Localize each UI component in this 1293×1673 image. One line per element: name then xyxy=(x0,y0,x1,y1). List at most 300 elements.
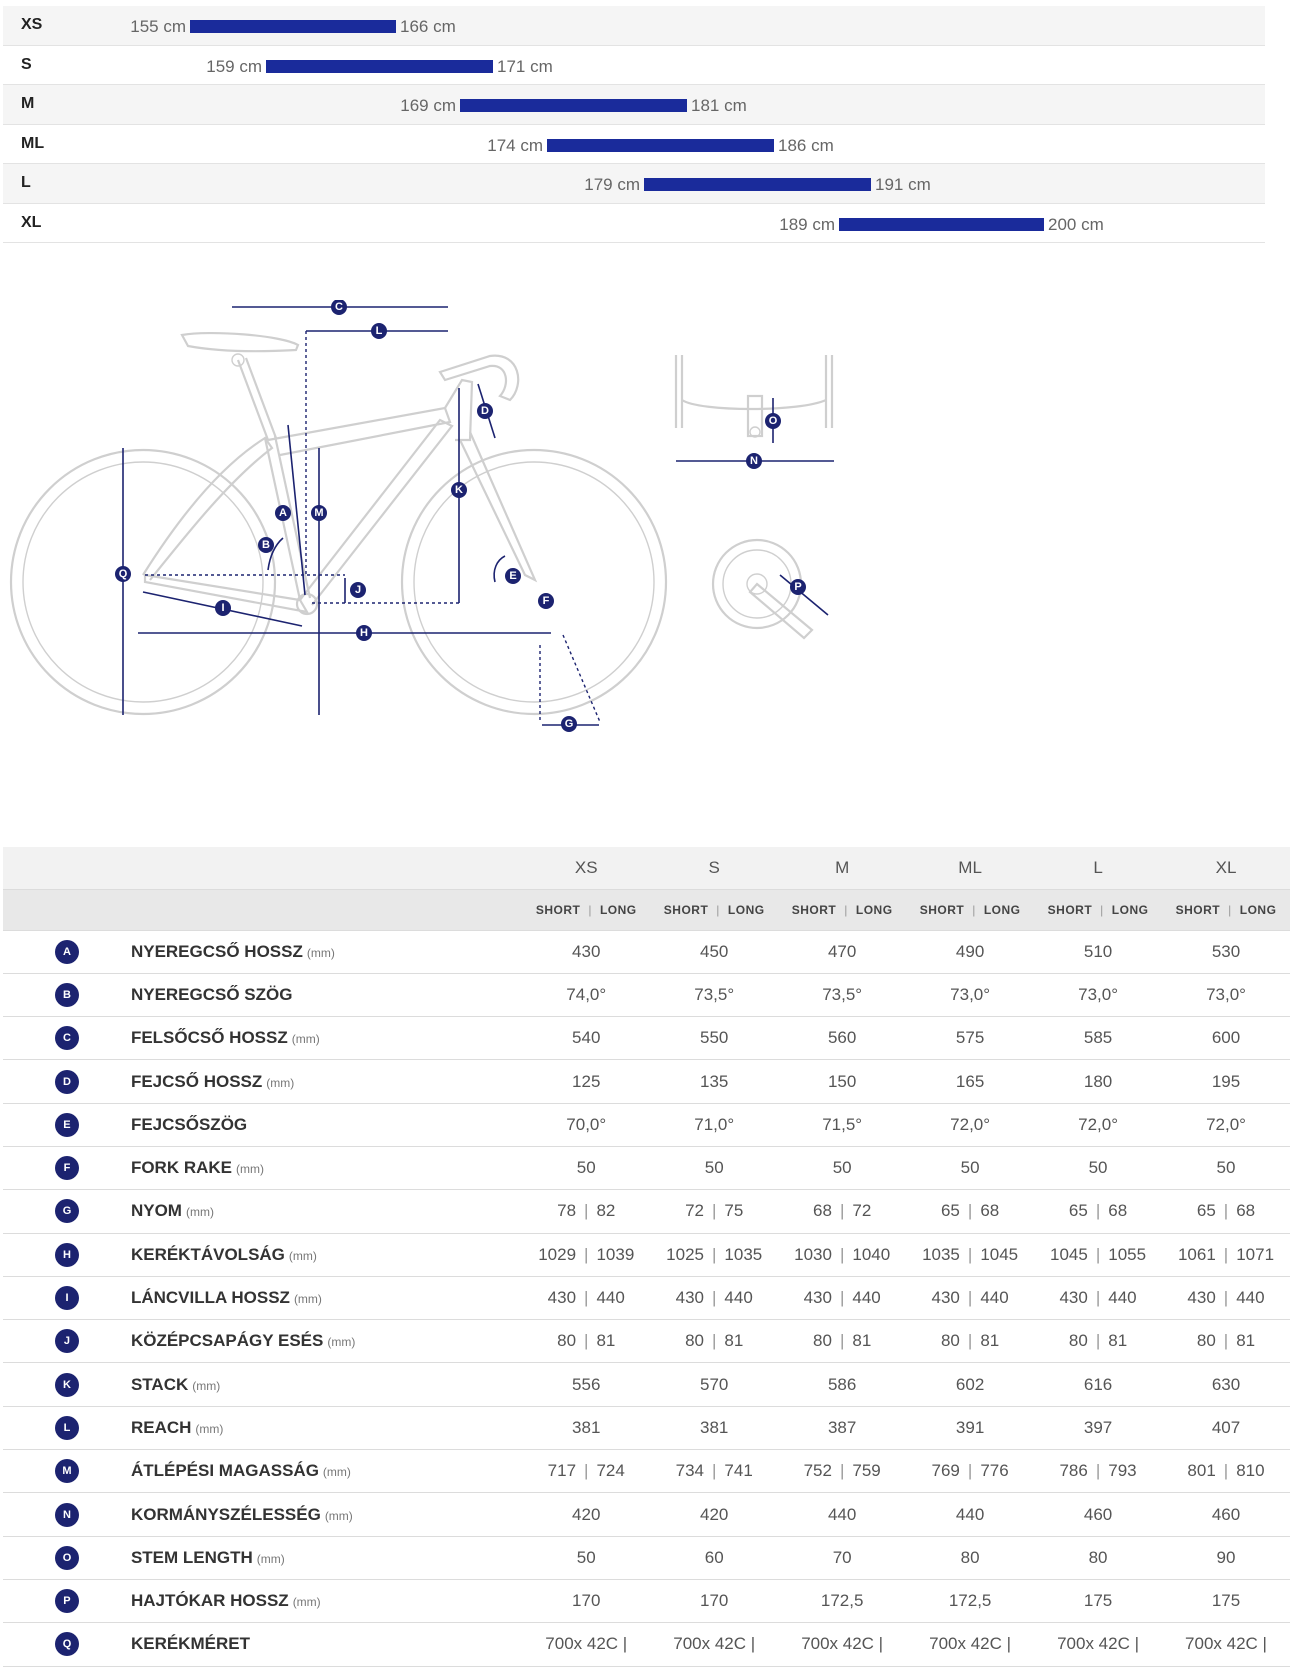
measurement-value: 172,5 xyxy=(778,1579,906,1622)
geometry-row xyxy=(3,1406,1290,1449)
measurement-key-badge: B xyxy=(55,983,79,1007)
height-max: 171 cm xyxy=(497,56,553,76)
long-value: 81 xyxy=(596,1331,616,1351)
measurement-unit: (mm) xyxy=(236,1162,264,1177)
geometry-row xyxy=(3,1623,1290,1666)
long-value: 75 xyxy=(724,1201,744,1221)
measurement-value: 165 xyxy=(906,1060,1034,1103)
measurement-key-badge: D xyxy=(55,1070,79,1094)
short-label: SHORT xyxy=(919,902,965,917)
measurement-value: 700x 42C | xyxy=(778,1623,906,1666)
short-value: 734 xyxy=(675,1461,704,1481)
short-long-header: SHORT | LONG xyxy=(778,889,906,930)
height-max: 191 cm xyxy=(875,175,931,194)
short-value: 80 xyxy=(813,1331,832,1351)
short-long-header: SHORT | LONG xyxy=(1034,889,1162,930)
long-value: 810 xyxy=(1236,1461,1265,1481)
dimension-lines xyxy=(123,307,600,725)
svg-text:L: L xyxy=(375,325,383,337)
measurement-value: 68 | 72 xyxy=(778,1190,906,1233)
height-min: 155 cm xyxy=(130,17,186,36)
measurement-key-badge: M xyxy=(55,1459,79,1483)
height-max: 166 cm xyxy=(400,17,456,36)
long-value: 81 xyxy=(980,1331,1000,1351)
measurement-value: 65 | 68 xyxy=(1162,1190,1290,1233)
measurement-unit: (mm) xyxy=(322,1465,351,1480)
svg-text:F: F xyxy=(542,595,550,607)
long-value: 81 xyxy=(1236,1331,1256,1351)
measurement-value: 391 xyxy=(906,1406,1034,1449)
measurement-value: 71,5° xyxy=(778,1103,906,1146)
short-value: 752 xyxy=(803,1461,832,1481)
long-label: LONG xyxy=(983,902,1021,917)
long-value: 776 xyxy=(980,1461,1009,1481)
geometry-row xyxy=(3,1363,1290,1406)
measurement-value: 172,5 xyxy=(906,1579,1034,1622)
measurement-name: HAJTÓKAR HOSSZ xyxy=(130,1591,289,1611)
measurement-value: 60 xyxy=(650,1536,778,1579)
measurement-key-badge: P xyxy=(55,1589,79,1613)
long-value: 759 xyxy=(852,1461,881,1481)
size-label: ML xyxy=(21,134,45,152)
short-value: 430 xyxy=(1059,1288,1088,1308)
measurement-name: STEM LENGTH xyxy=(130,1547,253,1567)
long-value: 440 xyxy=(980,1288,1009,1308)
measurement-key-badge: I xyxy=(55,1286,79,1310)
measurement-value: 700x 42C | xyxy=(1034,1623,1162,1666)
height-min: 189 cm xyxy=(779,214,835,234)
long-value: 1035 xyxy=(724,1244,763,1264)
long-value: 1055 xyxy=(1108,1244,1147,1264)
long-value: 724 xyxy=(596,1461,625,1481)
long-label: LONG xyxy=(727,902,765,917)
measurement-value: 65 | 68 xyxy=(1034,1190,1162,1233)
marker-l xyxy=(371,323,387,339)
measurement-value: 50 xyxy=(778,1146,906,1189)
measurement-value: 530 xyxy=(1162,930,1290,973)
measurement-unit: (mm) xyxy=(185,1205,214,1220)
measurement-key-badge: E xyxy=(55,1113,79,1137)
geometry-row xyxy=(3,1536,1290,1579)
measurement-value: 616 xyxy=(1034,1363,1162,1406)
size-label: L xyxy=(21,174,31,191)
marker-q xyxy=(115,566,131,582)
measurement-value: 50 xyxy=(906,1146,1034,1189)
height-range-bar xyxy=(190,20,396,33)
measurement-name: FELSŐCSŐ HOSSZ xyxy=(130,1028,288,1048)
short-value: 1025 xyxy=(666,1244,704,1264)
measurement-value: 430 | 440 xyxy=(778,1276,906,1319)
measurement-value: 575 xyxy=(906,1017,1034,1060)
measurement-value: 72,0° xyxy=(1162,1103,1290,1146)
measurement-value: 73,0° xyxy=(1034,973,1162,1016)
short-value: 786 xyxy=(1059,1461,1088,1481)
measurement-value: 556 xyxy=(522,1363,650,1406)
long-value: 82 xyxy=(596,1201,616,1221)
measurement-value: 1045 | 1055 xyxy=(1034,1233,1162,1276)
geometry-table xyxy=(3,847,1290,1667)
height-min: 174 cm xyxy=(487,135,543,155)
short-value: 801 xyxy=(1187,1461,1216,1481)
svg-text:N: N xyxy=(750,455,758,467)
size-header: XL xyxy=(1162,847,1290,889)
measurement-value: 460 xyxy=(1162,1493,1290,1536)
size-header: S xyxy=(650,847,778,889)
long-value: 793 xyxy=(1108,1461,1137,1481)
size-row-l xyxy=(3,164,1265,204)
height-max: 200 cm xyxy=(1048,214,1104,234)
marker-m xyxy=(311,505,327,521)
measurement-value: 381 xyxy=(650,1406,778,1449)
short-value: 80 xyxy=(1068,1331,1088,1351)
long-value: 440 xyxy=(852,1288,881,1308)
svg-text:A: A xyxy=(279,507,287,519)
short-value: 717 xyxy=(547,1461,577,1481)
marker-g xyxy=(561,716,577,732)
measurement-value: 700x 42C | xyxy=(1162,1623,1290,1666)
measurement-name: KORMÁNYSZÉLESSÉG xyxy=(130,1504,321,1524)
measurement-value: 125 xyxy=(522,1060,650,1103)
svg-text:J: J xyxy=(354,584,362,596)
measurement-unit: (mm) xyxy=(192,1378,221,1393)
measurement-value: 420 xyxy=(522,1493,650,1536)
geometry-row xyxy=(3,1060,1290,1103)
size-label: M xyxy=(21,95,35,112)
size-label: XS xyxy=(21,16,43,33)
marker-h xyxy=(356,625,372,641)
height-max: 181 cm xyxy=(691,96,747,115)
short-value: 1061 xyxy=(1177,1244,1216,1264)
measurement-key-badge: K xyxy=(55,1373,79,1397)
long-value: 81 xyxy=(852,1331,872,1351)
geometry-row xyxy=(3,930,1290,973)
short-value: 769 xyxy=(931,1461,960,1481)
short-long-header: SHORT | LONG xyxy=(906,889,1034,930)
front-wheel xyxy=(402,450,666,714)
measurement-value: 387 xyxy=(778,1406,906,1449)
measurement-value: 786 | 793 xyxy=(1034,1450,1162,1493)
measurement-value: 90 xyxy=(1162,1536,1290,1579)
measurement-value: 407 xyxy=(1162,1406,1290,1449)
long-value: 1071 xyxy=(1236,1244,1275,1264)
measurement-value: 50 xyxy=(650,1146,778,1189)
marker-k xyxy=(451,482,467,498)
geometry-row xyxy=(3,1017,1290,1060)
long-value: 81 xyxy=(1108,1331,1128,1351)
measurement-name: FORK RAKE xyxy=(130,1158,233,1178)
measurement-value: 510 xyxy=(1034,930,1162,973)
measurement-unit: (mm) xyxy=(266,1075,295,1090)
measurement-value: 700x 42C | xyxy=(650,1623,778,1666)
measurement-key-badge: N xyxy=(55,1503,79,1527)
measurement-value: 734 | 741 xyxy=(650,1450,778,1493)
size-label: XL xyxy=(21,213,42,231)
measurement-key-badge: F xyxy=(55,1156,79,1180)
measurement-value: 769 | 776 xyxy=(906,1450,1034,1493)
measurement-value: 80 | 81 xyxy=(522,1320,650,1363)
long-label: LONG xyxy=(1111,902,1149,917)
long-label: LONG xyxy=(599,902,637,917)
long-value: 1045 xyxy=(980,1244,1019,1264)
measurement-value: 72,0° xyxy=(906,1103,1034,1146)
measurement-value: 72,0° xyxy=(1034,1103,1162,1146)
svg-text:Q: Q xyxy=(118,568,128,580)
svg-text:I: I xyxy=(221,602,225,614)
bike-frame xyxy=(143,333,535,614)
marker-a xyxy=(275,505,291,521)
height-min: 179 cm xyxy=(584,175,640,194)
measurement-name: KÖZÉPCSAPÁGY ESÉS xyxy=(130,1331,324,1351)
short-value: 68 xyxy=(813,1201,832,1221)
measurement-value: 73,0° xyxy=(906,973,1034,1016)
measurement-name: KERÉKTÁVOLSÁG xyxy=(130,1244,285,1264)
measurement-value: 430 | 440 xyxy=(1162,1276,1290,1319)
measurement-unit: (mm) xyxy=(324,1508,353,1523)
measurement-value: 50 xyxy=(1162,1146,1290,1189)
measurement-value: 630 xyxy=(1162,1363,1290,1406)
short-long-header: SHORT | LONG xyxy=(522,889,650,930)
short-value: 430 xyxy=(675,1288,704,1308)
marker-c xyxy=(331,300,347,315)
geometry-row xyxy=(3,1450,1290,1493)
measurement-value: 180 xyxy=(1034,1060,1162,1103)
measurement-unit: (mm) xyxy=(256,1551,285,1566)
measurement-value: 70,0° xyxy=(522,1103,650,1146)
measurement-value: 175 xyxy=(1162,1579,1290,1622)
long-value: 741 xyxy=(724,1461,753,1481)
measurement-value: 73,0° xyxy=(1162,973,1290,1016)
measurement-value: 1025 | 1035 xyxy=(650,1233,778,1276)
short-value: 65 xyxy=(1196,1201,1216,1221)
measurement-value: 50 xyxy=(522,1146,650,1189)
short-value: 430 xyxy=(547,1288,577,1308)
svg-text:G: G xyxy=(564,718,574,730)
measurement-value: 460 xyxy=(1034,1493,1162,1536)
height-range-bar xyxy=(460,99,687,112)
measurement-value: 430 xyxy=(522,930,650,973)
geometry-row xyxy=(3,1493,1290,1536)
long-label: LONG xyxy=(855,902,893,917)
measurement-key-badge: J xyxy=(55,1329,79,1353)
measurement-name: REACH xyxy=(130,1417,192,1437)
short-value: 78 xyxy=(557,1201,577,1221)
handlebar-diagram xyxy=(676,355,834,461)
long-value: 68 xyxy=(980,1201,1000,1221)
measurement-value: 450 xyxy=(650,930,778,973)
geometry-row xyxy=(3,1320,1290,1363)
short-value: 430 xyxy=(803,1288,832,1308)
long-value: 1039 xyxy=(596,1244,635,1264)
bike-geometry-diagram xyxy=(0,300,1293,780)
size-row-m xyxy=(3,85,1265,125)
short-value: 1035 xyxy=(922,1244,960,1264)
short-value: 80 xyxy=(557,1331,577,1351)
marker-f xyxy=(538,593,554,609)
measurement-value: 700x 42C | xyxy=(522,1623,650,1666)
size-header-row xyxy=(3,847,1290,889)
geometry-row xyxy=(3,1190,1290,1233)
svg-text:B: B xyxy=(262,539,270,551)
measurement-value: 420 xyxy=(650,1493,778,1536)
geometry-row xyxy=(3,1233,1290,1276)
marker-b xyxy=(258,537,274,553)
short-value: 65 xyxy=(940,1201,960,1221)
svg-text:P: P xyxy=(794,581,802,593)
measurement-value: 470 xyxy=(778,930,906,973)
measurement-key-badge: A xyxy=(55,940,79,964)
marker-j xyxy=(350,582,366,598)
marker-o xyxy=(765,413,781,429)
height-range-bar xyxy=(644,178,871,191)
short-value: 430 xyxy=(931,1288,960,1308)
measurement-name: NYEREGCSŐ HOSSZ xyxy=(130,941,303,961)
measurement-value: 430 | 440 xyxy=(906,1276,1034,1319)
measurement-unit: (mm) xyxy=(288,1248,317,1263)
measurement-value: 1029 | 1039 xyxy=(522,1233,650,1276)
measurement-value: 80 | 81 xyxy=(1162,1320,1290,1363)
long-label: LONG xyxy=(1239,902,1277,917)
long-value: 440 xyxy=(1236,1288,1265,1308)
measurement-key-badge: G xyxy=(55,1199,79,1223)
marker-p xyxy=(790,579,806,595)
measurement-name: FEJCSŐSZÖG xyxy=(130,1114,248,1134)
size-header: M xyxy=(778,847,906,889)
measurement-value: 195 xyxy=(1162,1060,1290,1103)
measurement-value: 1035 | 1045 xyxy=(906,1233,1034,1276)
svg-text:E: E xyxy=(509,570,517,582)
measurement-value: 73,5° xyxy=(650,973,778,1016)
measurement-value: 65 | 68 xyxy=(906,1190,1034,1233)
measurement-name: NYEREGCSŐ SZÖG xyxy=(130,984,293,1004)
short-value: 65 xyxy=(1068,1201,1088,1221)
measurement-key-badge: C xyxy=(55,1026,79,1050)
measurement-value: 700x 42C | xyxy=(906,1623,1034,1666)
height-min: 159 cm xyxy=(206,56,262,76)
geometry-row xyxy=(3,1146,1290,1189)
measurement-value: 586 xyxy=(778,1363,906,1406)
crankset-diagram xyxy=(713,540,828,638)
measurement-value: 801 | 810 xyxy=(1162,1450,1290,1493)
measurement-value: 71,0° xyxy=(650,1103,778,1146)
measurement-value: 70 xyxy=(778,1536,906,1579)
measurement-value: 1030 | 1040 xyxy=(778,1233,906,1276)
measurement-value: 80 xyxy=(1034,1536,1162,1579)
short-value: 1045 xyxy=(1050,1244,1088,1264)
long-value: 81 xyxy=(724,1331,744,1351)
svg-text:K: K xyxy=(455,484,463,496)
rider-height-size-chart xyxy=(3,6,1265,243)
measurement-value: 1061 | 1071 xyxy=(1162,1233,1290,1276)
size-row-ml xyxy=(3,125,1265,165)
geometry-row xyxy=(3,1276,1290,1319)
measurement-value: 78 | 82 xyxy=(522,1190,650,1233)
rear-wheel xyxy=(11,450,275,714)
measurement-unit: (mm) xyxy=(327,1335,356,1350)
marker-i xyxy=(215,600,231,616)
short-value: 1029 xyxy=(538,1244,577,1264)
svg-text:H: H xyxy=(360,627,368,639)
measurement-value: 80 | 81 xyxy=(906,1320,1034,1363)
measurement-unit: (mm) xyxy=(292,1595,321,1610)
size-row-s xyxy=(3,46,1265,86)
height-range-bar xyxy=(266,60,493,73)
measurement-value: 430 | 440 xyxy=(1034,1276,1162,1319)
svg-text:O: O xyxy=(768,415,778,427)
geometry-row xyxy=(3,1579,1290,1622)
measurement-value: 381 xyxy=(522,1406,650,1449)
measurement-value: 540 xyxy=(522,1017,650,1060)
measurement-value: 570 xyxy=(650,1363,778,1406)
measurement-value: 440 xyxy=(778,1493,906,1536)
measurement-value: 73,5° xyxy=(778,973,906,1016)
measurement-value: 150 xyxy=(778,1060,906,1103)
measurement-name: FEJCSŐ HOSSZ xyxy=(130,1071,263,1091)
long-value: 68 xyxy=(1236,1201,1256,1221)
measurement-value: 490 xyxy=(906,930,1034,973)
size-label: S xyxy=(21,55,32,73)
measurement-unit: (mm) xyxy=(293,1292,322,1307)
short-value: 80 xyxy=(1196,1331,1216,1351)
measurement-value: 80 | 81 xyxy=(1034,1320,1162,1363)
measurement-key-badge: L xyxy=(55,1416,79,1440)
short-value: 80 xyxy=(685,1331,704,1351)
svg-text:C: C xyxy=(335,301,343,313)
long-value: 440 xyxy=(1108,1288,1137,1308)
size-row-xl xyxy=(3,204,1265,244)
measurement-value: 585 xyxy=(1034,1017,1162,1060)
height-range-bar xyxy=(547,139,774,152)
long-value: 1040 xyxy=(852,1244,891,1264)
measurement-name: LÁNCVILLA HOSSZ xyxy=(130,1288,290,1308)
measurement-value: 135 xyxy=(650,1060,778,1103)
geometry-row xyxy=(3,1103,1290,1146)
measurement-name: ÁTLÉPÉSI MAGASSÁG xyxy=(130,1461,319,1481)
height-max: 186 cm xyxy=(778,135,834,155)
marker-d xyxy=(477,403,493,419)
measurement-unit: (mm) xyxy=(195,1421,224,1436)
short-long-header: SHORT | LONG xyxy=(1162,889,1290,930)
size-header: ML xyxy=(906,847,1034,889)
short-label: SHORT xyxy=(535,902,581,917)
measurement-key-badge: H xyxy=(55,1243,79,1267)
measurement-value: 50 xyxy=(1034,1146,1162,1189)
short-label: SHORT xyxy=(663,902,709,917)
measurement-key-badge: Q xyxy=(55,1632,79,1656)
geometry-row xyxy=(3,973,1290,1016)
measurement-value: 550 xyxy=(650,1017,778,1060)
long-value: 72 xyxy=(852,1201,872,1221)
height-min: 169 cm xyxy=(400,96,456,115)
measurement-value: 430 | 440 xyxy=(650,1276,778,1319)
measurement-value: 560 xyxy=(778,1017,906,1060)
measurement-value: 80 xyxy=(906,1536,1034,1579)
measurement-value: 175 xyxy=(1034,1579,1162,1622)
short-value: 72 xyxy=(685,1201,704,1221)
measurement-value: 72 | 75 xyxy=(650,1190,778,1233)
measurement-name: KERÉKMÉRET xyxy=(130,1634,250,1654)
measurement-value: 170 xyxy=(522,1579,650,1622)
measurement-value: 602 xyxy=(906,1363,1034,1406)
short-long-header-row xyxy=(3,889,1290,930)
marker-e xyxy=(505,568,521,584)
short-label: SHORT xyxy=(791,902,837,917)
measurement-value: 600 xyxy=(1162,1017,1290,1060)
short-value: 80 xyxy=(940,1331,960,1351)
measurement-value: 50 xyxy=(522,1536,650,1579)
long-value: 440 xyxy=(596,1288,625,1308)
measurement-unit: (mm) xyxy=(306,945,335,960)
short-value: 430 xyxy=(1187,1288,1216,1308)
